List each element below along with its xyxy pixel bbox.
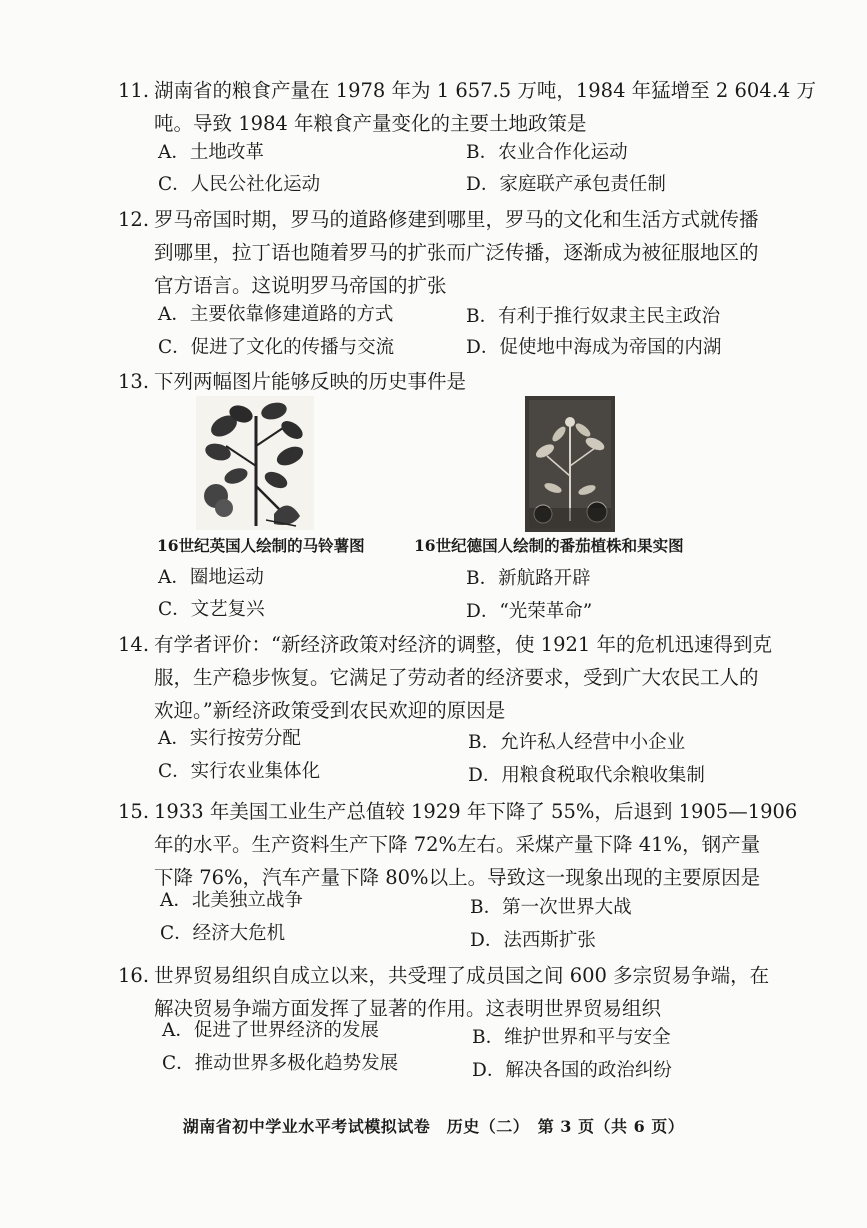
- question-number: 16.: [118, 964, 150, 987]
- question-12: [118, 203, 786, 302]
- option-d: D．“光荣革命”: [466, 601, 593, 622]
- potato-plant-illustration: [196, 396, 314, 530]
- option-a: A．实行按劳分配: [158, 728, 301, 749]
- option-c: C．实行农业集体化: [158, 761, 321, 782]
- figure-caption-left: 16世纪英国人绘制的马铃薯图: [157, 536, 365, 555]
- question-14: [118, 628, 786, 727]
- option-c: C．促进了文化的传播与交流: [158, 337, 395, 358]
- option-c: C．推动世界多极化趋势发展: [162, 1053, 399, 1074]
- option-d: D．法西斯扩张: [470, 930, 596, 951]
- question-number: 11.: [118, 79, 150, 102]
- question-text: 到哪里，拉丁语也随着罗马的扩张而广泛传播，逐渐成为被征服地区的: [154, 241, 759, 264]
- option-d: D．用粮食税取代余粮收集制: [468, 765, 705, 786]
- question-11: [118, 74, 817, 140]
- option-d: D．家庭联产承包责任制: [466, 174, 666, 195]
- option-b: B．允许私人经营中小企业: [468, 732, 686, 753]
- question-text: 罗马帝国时期，罗马的道路修建到哪里，罗马的文化和生活方式就传播: [154, 208, 759, 231]
- question-number: 14.: [118, 633, 150, 656]
- option-b: B．新航路开辟: [466, 568, 591, 589]
- option-b: B．有利于推行奴隶主民主政治: [466, 306, 721, 327]
- option-d: D．促使地中海成为帝国的内湖: [466, 337, 722, 358]
- page-footer: 湖南省初中学业水平考试模拟试卷 历史（二） 第 3 页（共 6 页）: [182, 1117, 685, 1136]
- question-text: 有学者评价：“新经济政策对经济的调整，使 1921 年的危机迅速得到克: [154, 633, 772, 656]
- option-b: B．农业合作化运动: [466, 142, 628, 163]
- question-text: 下列两幅图片能够反映的历史事件是: [154, 370, 467, 393]
- question-number: 13.: [118, 370, 150, 393]
- option-a: A．主要依靠修建道路的方式: [158, 304, 394, 325]
- question-text: 1933 年美国工业生产总值较 1929 年下降了 55%，后退到 1905—1906: [154, 800, 798, 823]
- question-text: 湖南省的粮食产量在 1978 年为 1 657.5 万吨，1984 年猛增至 2 604.4 万: [154, 79, 817, 102]
- tomato-plant-illustration: [525, 396, 615, 532]
- option-c: C．人民公社化运动: [158, 174, 321, 195]
- option-a: A．促进了世界经济的发展: [162, 1020, 379, 1041]
- option-b: B．第一次世界大战: [470, 897, 632, 918]
- question-text: 解决贸易争端方面发挥了显著的作用。这表明世界贸易组织: [154, 997, 662, 1020]
- option-b: B．维护世界和平与安全: [472, 1027, 671, 1048]
- option-d: D．解决各国的政治纠纷: [472, 1060, 672, 1081]
- option-a: A．圈地运动: [158, 567, 264, 588]
- question-text: 下降 76%，汽车产量下降 80%以上。导致这一现象出现的主要原因是: [154, 866, 761, 889]
- option-c: C．经济大危机: [160, 923, 286, 944]
- question-number: 15.: [118, 800, 150, 823]
- question-text: 吨。导致 1984 年粮食产量变化的主要土地政策是: [154, 112, 587, 135]
- question-text: 服，生产稳步恢复。它满足了劳动者的经济要求，受到广大农民工人的: [154, 666, 759, 689]
- option-a: A．土地改革: [158, 142, 264, 163]
- figure-caption-right: 16世纪德国人绘制的番茄植株和果实图: [414, 536, 684, 555]
- option-a: A．北美独立战争: [160, 890, 303, 911]
- question-13: [118, 365, 786, 398]
- question-text: 官方语言。这说明罗马帝国的扩张: [154, 274, 447, 297]
- question-15: [118, 795, 798, 894]
- question-text: 世界贸易组织自成立以来，共受理了成员国之间 600 多宗贸易争端，在: [154, 964, 770, 987]
- question-number: 12.: [118, 208, 150, 231]
- question-text: 年的水平。生产资料生产下降 72%左右。采煤产量下降 41%，钢产量: [154, 833, 761, 856]
- option-c: C．文艺复兴: [158, 599, 265, 620]
- question-text: 欢迎。”新经济政策受到农民欢迎的原因是: [154, 699, 506, 722]
